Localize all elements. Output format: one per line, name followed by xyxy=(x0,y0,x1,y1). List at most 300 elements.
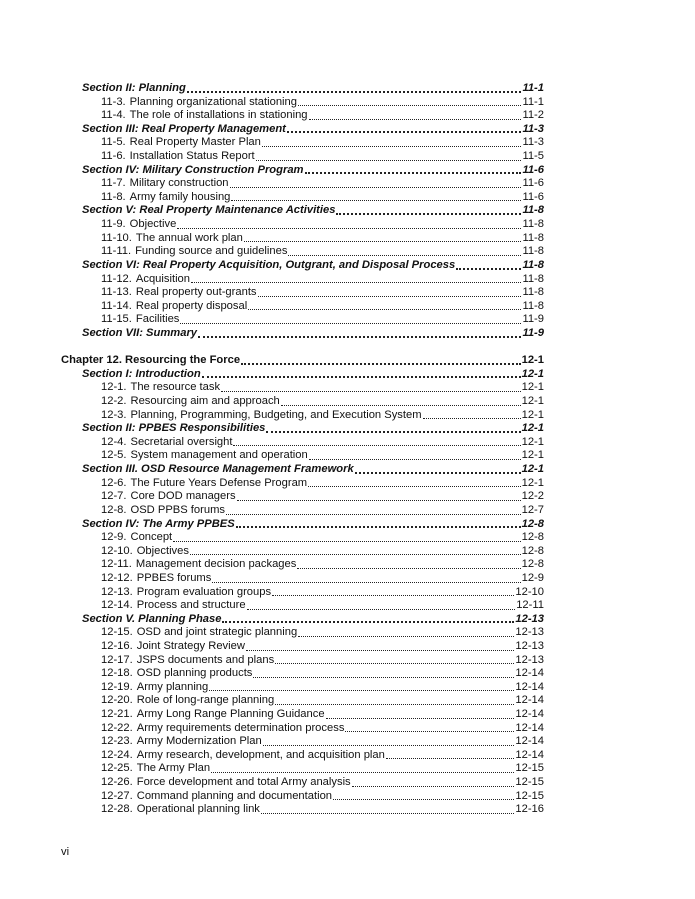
toc-page-number: 11-9 xyxy=(522,313,544,326)
toc-entry-label xyxy=(101,449,308,463)
toc-entry-number: 11-10. xyxy=(101,231,132,244)
toc-entry-title: JSPS documents and plans xyxy=(136,653,275,666)
dot-leader xyxy=(244,240,522,242)
toc-entry-title: Process and structure xyxy=(136,599,246,612)
toc-entry-label xyxy=(82,204,335,218)
toc-item-row[interactable] xyxy=(61,803,544,817)
toc-entry-label xyxy=(101,599,246,613)
toc-entry-number: 12-11. xyxy=(101,558,132,571)
dot-leader xyxy=(226,513,521,515)
toc-entry-title: OSD PPBS forums xyxy=(130,503,225,516)
dot-leader xyxy=(275,662,514,664)
toc-page-number: 11-3 xyxy=(522,136,544,149)
toc-entry-label xyxy=(101,191,230,205)
toc-page-number: 12-14 xyxy=(515,735,544,748)
toc-item-row[interactable] xyxy=(61,300,544,314)
dot-leader xyxy=(456,267,521,270)
toc-entry-label xyxy=(82,422,265,436)
toc-entry-number: 12-9. xyxy=(101,531,127,544)
dot-leader xyxy=(336,212,521,215)
toc-item-row[interactable] xyxy=(61,722,544,736)
toc-entry-label xyxy=(101,626,297,640)
dot-leader xyxy=(326,717,515,719)
toc-page-number: 12-7 xyxy=(521,503,544,516)
toc-entry-title: Concept xyxy=(130,531,173,544)
toc-page-number: 12-1 xyxy=(521,422,544,435)
toc-entry-label xyxy=(101,640,245,654)
toc-item-row[interactable] xyxy=(61,735,544,749)
dot-leader xyxy=(222,620,514,623)
toc-entry-number: 12-23. xyxy=(101,735,133,748)
toc-entry-label xyxy=(82,368,201,382)
toc-entry-label xyxy=(101,667,252,681)
toc-page-number: 12-8 xyxy=(521,517,544,530)
toc-entry-title: Real property out-grants xyxy=(135,286,257,299)
toc-entry-title: PPBES forums xyxy=(136,571,212,584)
toc-entry-label xyxy=(101,245,287,259)
toc-item-row[interactable] xyxy=(61,694,544,708)
dot-leader xyxy=(298,635,514,637)
toc-entry-title: Role of long-range planning xyxy=(136,694,275,707)
toc-part-chapter-11 xyxy=(61,82,544,341)
dot-leader xyxy=(173,540,520,542)
toc-entry-title: Section III: Real Property Management xyxy=(82,122,286,135)
toc-entry-number: 12-1. xyxy=(101,381,127,394)
toc-entry-title: Section VI: Real Property Acquisition, Outgrant, and Disposal Process xyxy=(82,258,456,271)
toc-item-row[interactable] xyxy=(61,218,544,232)
toc-entry-number: 12-4. xyxy=(101,435,127,448)
toc-item-row[interactable] xyxy=(61,586,544,600)
toc-entry-title: Army Long Range Planning Guidance xyxy=(136,708,325,721)
toc-item-row[interactable] xyxy=(61,436,544,450)
toc-item-row[interactable] xyxy=(61,409,544,423)
dot-leader xyxy=(191,281,521,283)
toc-page-number: 12-16 xyxy=(515,803,544,816)
toc-entry-title: Section IV: The Army PPBES xyxy=(82,517,235,530)
toc-entry-title: Planning, Programming, Budgeting, and Execution System xyxy=(130,408,422,421)
toc-entry-number: 12-18. xyxy=(101,667,133,680)
toc-entry-title: The annual work plan xyxy=(135,231,243,244)
toc-entry-number: 12-12. xyxy=(101,571,133,584)
toc-entry-title: OSD and joint strategic planning xyxy=(136,626,298,639)
toc-entry-label xyxy=(101,381,220,395)
toc-entry-title: Chapter 12. Resourcing the Force xyxy=(61,354,241,367)
toc-item-row[interactable] xyxy=(61,381,544,395)
toc-section-row[interactable] xyxy=(61,518,544,532)
toc-entry-label xyxy=(101,694,274,708)
dot-leader xyxy=(190,553,521,555)
dot-leader xyxy=(187,90,522,93)
toc-entry-title: The Army Plan xyxy=(136,762,211,775)
toc-entry-title: Section VII: Summary xyxy=(82,326,198,339)
toc-entry-label xyxy=(101,150,255,164)
toc-entry-label xyxy=(101,504,225,518)
toc-item-row[interactable] xyxy=(61,96,544,110)
dot-leader xyxy=(236,525,521,528)
dot-leader xyxy=(272,594,514,596)
toc-item-row[interactable] xyxy=(61,640,544,654)
toc-entry-label xyxy=(101,790,332,804)
toc-entry-title: OSD planning products xyxy=(136,667,253,680)
dot-leader xyxy=(333,798,514,800)
toc-page-number: 12-14 xyxy=(515,721,544,734)
toc-entry-number: 12-28. xyxy=(101,803,133,816)
toc-entry-title: Army Modernization Plan xyxy=(136,735,262,748)
toc-page-number: 12-10 xyxy=(515,585,544,598)
toc-entry-number: 11-3. xyxy=(101,95,126,108)
dot-leader xyxy=(177,227,521,229)
toc-entry-label xyxy=(101,109,308,123)
toc-item-row[interactable] xyxy=(61,558,544,572)
toc-page-number: 12-13 xyxy=(515,612,544,625)
toc-entry-number: 11-8. xyxy=(101,190,126,203)
toc-section-row[interactable] xyxy=(61,368,544,382)
table-of-contents xyxy=(61,82,544,817)
toc-page-number: 11-6 xyxy=(522,163,544,176)
toc-entry-number: 12-27. xyxy=(101,789,133,802)
toc-item-row[interactable] xyxy=(61,136,544,150)
toc-entry-label xyxy=(101,722,344,736)
toc-item-row[interactable] xyxy=(61,667,544,681)
toc-entry-title: Objective xyxy=(129,218,177,231)
page-number: vi xyxy=(61,846,70,858)
toc-chapter-row[interactable] xyxy=(61,354,544,368)
toc-page-number: 12-14 xyxy=(515,667,544,680)
toc-entry-number: 11-15. xyxy=(101,313,132,326)
toc-entry-label xyxy=(101,477,307,491)
dot-leader xyxy=(266,430,520,433)
toc-item-row[interactable] xyxy=(61,150,544,164)
toc-entry-label xyxy=(101,572,211,586)
toc-entry-label xyxy=(101,762,210,776)
toc-entry-title: Force development and total Army analysis xyxy=(136,776,351,789)
toc-page-number: 11-9 xyxy=(522,326,544,339)
toc-page-number: 12-13 xyxy=(515,639,544,652)
toc-entry-label xyxy=(82,164,304,178)
toc-item-row[interactable] xyxy=(61,681,544,695)
dot-leader xyxy=(261,812,514,814)
toc-entry-label xyxy=(101,708,325,722)
dot-leader xyxy=(230,186,522,188)
toc-page-number: 12-8 xyxy=(521,544,544,557)
toc-page-number: 11-8 xyxy=(522,299,544,312)
toc-entry-title: Management decision packages xyxy=(135,558,297,571)
toc-entry-label xyxy=(61,354,240,368)
dot-leader xyxy=(202,375,521,378)
dot-leader xyxy=(262,145,522,147)
toc-item-row[interactable] xyxy=(61,790,544,804)
toc-entry-label xyxy=(82,327,197,341)
toc-page-number: 12-8 xyxy=(521,531,544,544)
toc-section-row[interactable] xyxy=(61,82,544,96)
toc-item-row[interactable] xyxy=(61,708,544,722)
toc-entry-number: 12-25. xyxy=(101,762,133,775)
toc-section-row[interactable] xyxy=(61,327,544,341)
toc-entry-label xyxy=(82,463,354,477)
toc-entry-label xyxy=(101,273,190,287)
toc-entry-title: Objectives xyxy=(136,544,189,557)
toc-page-number: 12-2 xyxy=(521,490,544,503)
toc-entry-label xyxy=(82,259,455,273)
dot-leader xyxy=(309,458,521,460)
toc-entry-label xyxy=(101,776,351,790)
toc-section-row[interactable] xyxy=(61,123,544,137)
toc-page-number: 12-14 xyxy=(515,680,544,693)
toc-spacer xyxy=(61,341,544,355)
dot-leader xyxy=(233,444,520,446)
toc-entry-title: Program evaluation groups xyxy=(136,585,272,598)
toc-page-number: 11-6 xyxy=(522,190,544,203)
toc-entry-label xyxy=(101,313,179,327)
toc-section-row[interactable] xyxy=(61,422,544,436)
toc-page-number: 12-11 xyxy=(516,599,544,612)
toc-page-number: 12-1 xyxy=(521,381,544,394)
toc-entry-label xyxy=(82,123,286,137)
toc-page-number: 11-8 xyxy=(522,286,544,299)
toc-item-row[interactable] xyxy=(61,177,544,191)
toc-item-row[interactable] xyxy=(61,477,544,491)
dot-leader xyxy=(355,471,521,474)
toc-entry-label xyxy=(82,518,235,532)
dot-leader xyxy=(211,771,514,773)
toc-item-row[interactable] xyxy=(61,599,544,613)
toc-entry-label xyxy=(101,545,189,559)
toc-item-row[interactable] xyxy=(61,273,544,287)
toc-page-number: 11-8 xyxy=(522,218,544,231)
toc-entry-number: 11-13. xyxy=(101,286,132,299)
toc-entry-title: Army research, development, and acquisition plan xyxy=(136,748,385,761)
toc-entry-number: 12-5. xyxy=(101,449,127,462)
toc-entry-title: The resource task xyxy=(130,381,221,394)
toc-page-number: 11-8 xyxy=(522,258,544,271)
toc-entry-title: Section I: Introduction xyxy=(82,367,201,380)
dot-leader xyxy=(423,417,521,419)
dot-leader xyxy=(241,362,521,365)
toc-entry-number: 12-14. xyxy=(101,599,133,612)
toc-entry-title: Core DOD managers xyxy=(130,490,236,503)
toc-entry-label xyxy=(101,136,261,150)
toc-entry-number: 12-17. xyxy=(101,653,133,666)
toc-page-number: 12-1 xyxy=(521,395,544,408)
toc-page-number: 11-8 xyxy=(522,272,544,285)
dot-leader xyxy=(281,404,521,406)
toc-entry-number: 12-13. xyxy=(101,585,133,598)
toc-item-row[interactable] xyxy=(61,749,544,763)
toc-entry-number: 11-11. xyxy=(101,245,132,258)
toc-entry-title: Secretarial oversight xyxy=(130,435,233,448)
toc-entry-label xyxy=(101,490,236,504)
toc-page-number: 11-8 xyxy=(522,231,544,244)
dot-leader xyxy=(198,335,521,338)
toc-entry-number: 11-7. xyxy=(101,177,126,190)
toc-page-number: 12-1 xyxy=(521,463,544,476)
toc-entry-title: Section II: PPBES Responsibilities xyxy=(82,422,266,435)
toc-item-row[interactable] xyxy=(61,395,544,409)
toc-section-row[interactable] xyxy=(61,463,544,477)
toc-entry-number: 12-10. xyxy=(101,544,133,557)
toc-entry-number: 12-2. xyxy=(101,395,127,408)
toc-entry-title: Acquisition xyxy=(135,272,190,285)
toc-page-number: 12-13 xyxy=(515,626,544,639)
toc-entry-label xyxy=(101,436,232,450)
toc-item-row[interactable] xyxy=(61,762,544,776)
toc-entry-title: Real property disposal xyxy=(135,299,248,312)
toc-entry-label xyxy=(101,232,243,246)
dot-leader xyxy=(212,581,520,583)
toc-page-number: 11-1 xyxy=(522,82,544,94)
toc-item-row[interactable] xyxy=(61,626,544,640)
toc-item-row[interactable] xyxy=(61,313,544,327)
dot-leader xyxy=(309,118,522,120)
toc-page-number: 12-13 xyxy=(515,653,544,666)
toc-entry-title: Section V: Real Property Maintenance Activities xyxy=(82,204,336,217)
toc-entry-number: 12-20. xyxy=(101,694,133,707)
toc-entry-label xyxy=(101,395,280,409)
toc-page-number: 12-1 xyxy=(521,476,544,489)
toc-entry-title: Facilities xyxy=(135,313,180,326)
toc-entry-number: 12-7. xyxy=(101,490,127,503)
dot-leader xyxy=(345,730,514,732)
toc-entry-title: Joint Strategy Review xyxy=(136,639,245,652)
toc-entry-label xyxy=(101,409,422,423)
toc-entry-number: 11-12. xyxy=(101,272,132,285)
dot-leader xyxy=(221,390,521,392)
toc-item-row[interactable] xyxy=(61,245,544,259)
toc-entry-number: 11-4. xyxy=(101,109,126,122)
toc-entry-label xyxy=(101,749,385,763)
toc-entry-title: Army planning xyxy=(136,680,209,693)
toc-entry-label xyxy=(101,218,176,232)
toc-entry-title: The role of installations in stationing xyxy=(129,109,308,122)
toc-page-number: 12-1 xyxy=(521,449,544,462)
dot-leader xyxy=(352,785,515,787)
toc-entry-title: Command planning and documentation xyxy=(136,789,333,802)
toc-entry-title: Section IV: Military Construction Program xyxy=(82,163,304,176)
toc-item-row[interactable] xyxy=(61,545,544,559)
toc-entry-label xyxy=(101,586,271,600)
toc-page-number: 12-15 xyxy=(515,776,544,789)
toc-page-number: 12-14 xyxy=(515,708,544,721)
dot-leader xyxy=(386,757,515,759)
toc-item-row[interactable] xyxy=(61,572,544,586)
toc-page-number: 11-8 xyxy=(522,204,544,217)
toc-entry-number: 12-21. xyxy=(101,708,133,721)
toc-section-row[interactable] xyxy=(61,164,544,178)
toc-entry-number: 12-26. xyxy=(101,776,133,789)
dot-leader xyxy=(248,308,521,310)
toc-item-row[interactable] xyxy=(61,109,544,123)
toc-entry-label xyxy=(101,177,229,191)
dot-leader xyxy=(180,322,521,324)
toc-entry-label xyxy=(101,735,262,749)
toc-entry-title: Army requirements determination process xyxy=(136,721,345,734)
toc-entry-title: System management and operation xyxy=(130,449,308,462)
toc-item-row[interactable] xyxy=(61,504,544,518)
toc-page-number: 11-8 xyxy=(522,245,544,258)
toc-entry-title: The Future Years Defense Program xyxy=(130,476,308,489)
toc-entry-label xyxy=(101,558,296,572)
dot-leader xyxy=(231,199,521,201)
toc-entry-number: 12-16. xyxy=(101,639,133,652)
toc-entry-number: 12-19. xyxy=(101,680,133,693)
toc-entry-title: Funding source and guidelines xyxy=(135,245,288,258)
dot-leader xyxy=(308,485,520,487)
toc-page-number: 12-1 xyxy=(521,435,544,448)
toc-page-number: 11-6 xyxy=(522,177,544,190)
dot-leader xyxy=(275,703,514,705)
toc-entry-number: 11-6. xyxy=(101,150,126,163)
dot-leader xyxy=(287,130,522,133)
toc-section-row[interactable] xyxy=(61,613,544,627)
toc-entry-number: 11-9. xyxy=(101,218,126,231)
dot-leader xyxy=(256,159,522,161)
toc-entry-label xyxy=(82,82,186,96)
toc-entry-label xyxy=(101,300,247,314)
toc-item-row[interactable] xyxy=(61,776,544,790)
toc-entry-label xyxy=(82,613,221,627)
toc-entry-number: 12-3. xyxy=(101,408,127,421)
toc-entry-number: 11-14. xyxy=(101,299,132,312)
dot-leader xyxy=(253,676,514,678)
toc-item-row[interactable] xyxy=(61,232,544,246)
toc-entry-title: Military construction xyxy=(129,177,229,190)
toc-entry-number: 12-15. xyxy=(101,626,133,639)
toc-page-number: 12-15 xyxy=(515,762,544,775)
toc-entry-number: 12-6. xyxy=(101,476,127,489)
toc-entry-title: Resourcing aim and approach xyxy=(130,395,280,408)
toc-entry-label xyxy=(101,531,172,545)
toc-entry-number: 12-24. xyxy=(101,748,133,761)
toc-entry-label xyxy=(101,681,208,695)
toc-entry-label xyxy=(101,96,297,110)
toc-page-number: 12-1 xyxy=(521,367,544,380)
toc-item-row[interactable] xyxy=(61,654,544,668)
toc-item-row[interactable] xyxy=(61,531,544,545)
dot-leader xyxy=(237,499,521,501)
toc-section-row[interactable] xyxy=(61,259,544,273)
toc-item-row[interactable] xyxy=(61,191,544,205)
toc-entry-title: Section II: Planning xyxy=(82,82,186,94)
toc-section-row[interactable] xyxy=(61,204,544,218)
toc-entry-label xyxy=(101,654,274,668)
toc-entry-title: Real Property Master Plan xyxy=(129,136,261,149)
toc-page-number: 12-1 xyxy=(521,354,544,367)
toc-entry-number: 11-5. xyxy=(101,136,126,149)
toc-item-row[interactable] xyxy=(61,449,544,463)
toc-page-number: 12-8 xyxy=(521,558,544,571)
toc-entry-title: Section V. Planning Phase xyxy=(82,612,222,625)
dot-leader xyxy=(263,744,515,746)
toc-page-number: 12-15 xyxy=(515,789,544,802)
toc-page-number: 12-1 xyxy=(521,408,544,421)
toc-entry-title: Section III. OSD Resource Management Framework xyxy=(82,463,354,476)
toc-entry-title: Installation Status Report xyxy=(129,150,255,163)
toc-entry-label xyxy=(101,803,260,817)
toc-part-chapter-12 xyxy=(61,354,544,817)
toc-page-number: 11-5 xyxy=(522,150,544,163)
toc-page-number: 11-1 xyxy=(522,95,544,108)
dot-leader xyxy=(305,171,522,174)
toc-entry-number: 12-8. xyxy=(101,503,127,516)
toc-entry-title: Operational planning link xyxy=(136,803,260,816)
toc-page-number: 11-2 xyxy=(522,109,544,122)
dot-leader xyxy=(258,295,522,297)
toc-item-row[interactable] xyxy=(61,286,544,300)
toc-entry-title: Army family housing xyxy=(129,190,231,203)
toc-item-row[interactable] xyxy=(61,490,544,504)
toc-entry-label xyxy=(101,286,257,300)
toc-entry-number: 12-22. xyxy=(101,721,133,734)
